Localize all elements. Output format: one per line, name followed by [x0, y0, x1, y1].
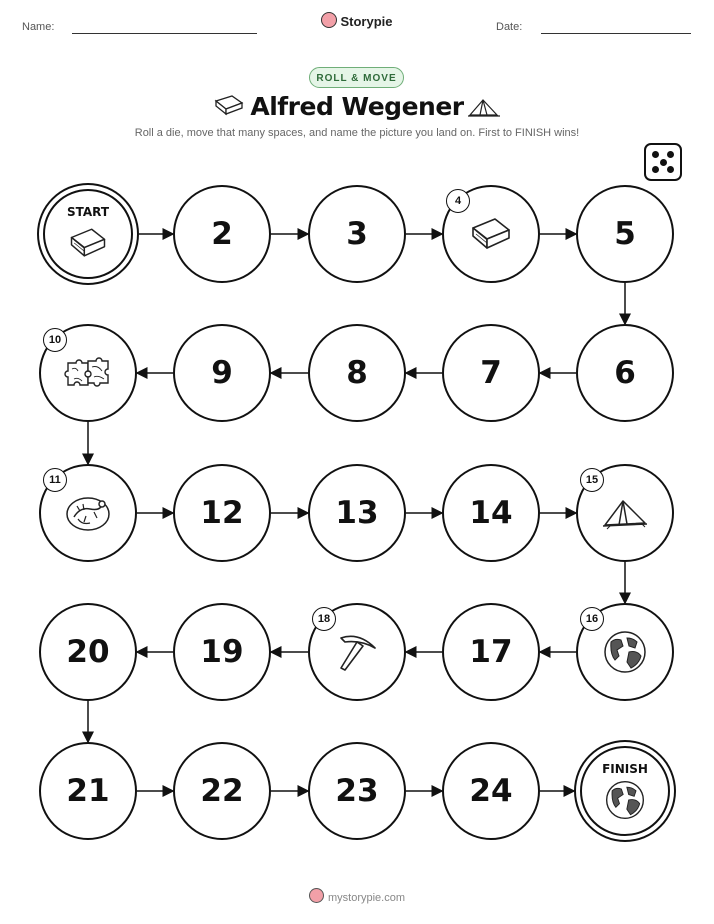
- space-number: 13: [335, 495, 379, 531]
- space-7: [442, 324, 540, 422]
- space-number: 5: [614, 216, 636, 252]
- space-6: [576, 324, 674, 422]
- name-label: Name:: [22, 21, 55, 33]
- storypie-logo-icon: [309, 888, 324, 903]
- brand-name: Storypie: [340, 14, 393, 29]
- space-13: [308, 464, 406, 562]
- space-number: 14: [469, 495, 513, 531]
- space-8: [308, 324, 406, 422]
- page-title: Alfred Wegener: [250, 92, 464, 121]
- space-number: 24: [469, 773, 513, 809]
- space-5: [576, 185, 674, 283]
- space-12: [173, 464, 271, 562]
- space-2: [173, 185, 271, 283]
- pickaxe-icon: [333, 628, 381, 676]
- instructions: Roll a die, move that many spaces, and name the picture you land on. First to FINISH wins!: [134, 127, 580, 139]
- space-17: [442, 603, 540, 701]
- globe-icon: [601, 628, 649, 676]
- space-3: [308, 185, 406, 283]
- space-number-tag: 10: [43, 328, 67, 352]
- space-number: 7: [480, 355, 502, 391]
- space-19: [173, 603, 271, 701]
- space-number: 17: [469, 634, 513, 670]
- puzzle-icon: [64, 349, 112, 397]
- space-23: [308, 742, 406, 840]
- space-number: 12: [200, 495, 244, 531]
- space-24: [442, 742, 540, 840]
- book-icon: [467, 210, 515, 258]
- finish-label: FINISH: [602, 762, 648, 776]
- footer: [0, 888, 714, 904]
- space-number: 6: [614, 355, 636, 391]
- space-number-tag: 18: [312, 607, 336, 631]
- space-number: 2: [211, 216, 233, 252]
- space-number: 19: [200, 634, 244, 670]
- space-22: [173, 742, 271, 840]
- space-20: [39, 603, 137, 701]
- footer-url: mystorypie.com: [327, 892, 406, 904]
- space-1: [43, 189, 133, 279]
- start-label: START: [66, 205, 110, 219]
- space-number-tag: 11: [43, 468, 67, 492]
- space-number: 23: [335, 773, 379, 809]
- space-number-tag: 15: [580, 468, 604, 492]
- space-number: 3: [346, 216, 368, 252]
- tent-icon: [601, 489, 649, 537]
- date-label: Date:: [496, 21, 523, 33]
- space-number: 22: [200, 773, 244, 809]
- space-number: 21: [66, 773, 110, 809]
- space-21: [39, 742, 137, 840]
- game-type-badge: ROLL & MOVE: [309, 67, 404, 88]
- space-14: [442, 464, 540, 562]
- space-number: 8: [346, 355, 368, 391]
- space-25: [580, 746, 670, 836]
- fossil-icon: [64, 489, 112, 537]
- space-number: 20: [66, 634, 110, 670]
- space-9: [173, 324, 271, 422]
- space-number-tag: 16: [580, 607, 604, 631]
- space-number: 9: [211, 355, 233, 391]
- space-number-tag: 4: [446, 189, 470, 213]
